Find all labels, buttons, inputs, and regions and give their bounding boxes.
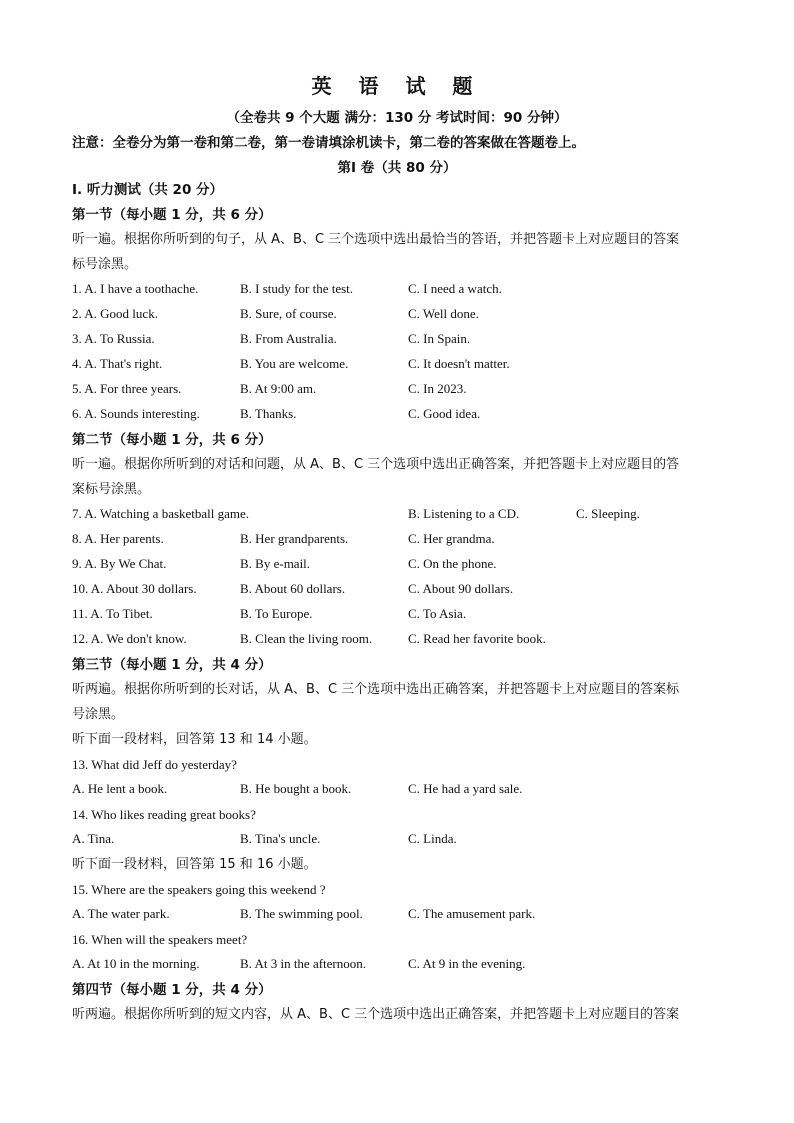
option-a: 4. A. That's right. xyxy=(72,356,163,371)
question-row xyxy=(72,556,752,574)
page-title: 英 语 试 题 xyxy=(311,74,483,98)
question-row xyxy=(72,281,752,299)
instruction-line: 案标号涂黑。 xyxy=(72,482,151,497)
subsection-heading-4: 第四节（每小题 1 分，共 4 分） xyxy=(72,982,272,998)
instruction-line: 标号涂黑。 xyxy=(72,257,138,272)
option-b: B. At 3 in the afternoon. xyxy=(240,956,367,971)
question-row xyxy=(72,606,752,624)
instruction-line: 听一遍。根据你所听到的句子，从 A、B、C 三个选项中选出最恰当的答语，并把答题卡上对应题目的答案 xyxy=(72,232,680,247)
question-row xyxy=(72,306,752,324)
option-a: A. Tina. xyxy=(72,831,115,846)
option-a: 2. A. Good luck. xyxy=(72,306,158,321)
option-a: 9. A. By We Chat. xyxy=(72,556,167,571)
option-c: C. It doesn't matter. xyxy=(408,356,510,371)
option-a: 12. A. We don't know. xyxy=(72,631,187,646)
option-b: B. About 60 dollars. xyxy=(240,581,346,596)
question-stem: 13. What did Jeff do yesterday? xyxy=(72,757,237,772)
instruction-line: 听一遍。根据你所听到的对话和问题，从 A、B、C 三个选项中选出正确答案，并把答题卡上对应题目的答 xyxy=(72,457,680,472)
question-row xyxy=(72,631,752,649)
question-stem: 15. Where are the speakers going this weekend ? xyxy=(72,882,326,897)
option-b: B. From Australia. xyxy=(240,331,337,346)
instruction-line: 听两遍。根据你所听到的短文内容，从 A、B、C 三个选项中选出正确答案，并把答题卡上对应题目的答案 xyxy=(72,1007,680,1022)
option-c: C. About 90 dollars. xyxy=(408,581,514,596)
option-c: C. In Spain. xyxy=(408,331,471,346)
option-b: B. At 9:00 am. xyxy=(240,381,317,396)
option-c: C. At 9 in the evening. xyxy=(408,956,526,971)
option-a: 7. A. Watching a basketball game. xyxy=(72,506,250,521)
option-a: A. He lent a book. xyxy=(72,781,168,796)
option-b: B. By e-mail. xyxy=(240,556,311,571)
question-row xyxy=(72,506,752,524)
option-a: A. The water park. xyxy=(72,906,170,921)
exam-notice: 注意：全卷分为第一卷和第二卷，第一卷请填涂机读卡，第二卷的答案做在答题卷上。 xyxy=(72,135,585,151)
option-b: B. I study for the test. xyxy=(240,281,354,296)
option-c: C. The amusement park. xyxy=(408,906,536,921)
option-a: 6. A. Sounds interesting. xyxy=(72,406,200,421)
option-a: 10. A. About 30 dollars. xyxy=(72,581,197,596)
section-heading-listening: I. 听力测试（共 20 分） xyxy=(72,182,224,198)
option-c: C. He had a yard sale. xyxy=(408,781,523,796)
option-a: 8. A. Her parents. xyxy=(72,531,164,546)
option-b: B. Clean the living room. xyxy=(240,631,373,646)
option-c: C. Her grandma. xyxy=(408,531,495,546)
option-a: 3. A. To Russia. xyxy=(72,331,155,346)
option-c: C. Well done. xyxy=(408,306,479,321)
option-c: C. I need a watch. xyxy=(408,281,502,296)
option-a: 5. A. For three years. xyxy=(72,381,182,396)
option-a: 1. A. I have a toothache. xyxy=(72,281,199,296)
option-c: C. Good idea. xyxy=(408,406,481,421)
part-title: 第Ⅰ 卷（共 80 分） xyxy=(337,160,457,176)
option-a: 11. A. To Tibet. xyxy=(72,606,153,621)
option-b: B. Sure, of course. xyxy=(240,306,337,321)
option-c: C. Sleeping. xyxy=(576,506,640,521)
option-c: C. Linda. xyxy=(408,831,457,846)
question-row xyxy=(72,531,752,549)
option-b: B. The swimming pool. xyxy=(240,906,363,921)
question-row xyxy=(72,331,752,349)
option-b: B. Thanks. xyxy=(240,406,297,421)
question-row xyxy=(72,906,752,924)
question-stem: 14. Who likes reading great books? xyxy=(72,807,256,822)
question-row xyxy=(72,381,752,399)
option-c: C. Read her favorite book. xyxy=(408,631,546,646)
option-c: C. To Asia. xyxy=(408,606,467,621)
material-lead: 听下面一段材料，回答第 15 和 16 小题。 xyxy=(72,857,317,872)
option-b: B. Tina's uncle. xyxy=(240,831,321,846)
option-b: B. Her grandparents. xyxy=(240,531,349,546)
option-c: C. In 2023. xyxy=(408,381,467,396)
instruction-line: 听两遍。根据你所听到的长对话，从 A、B、C 三个选项中选出正确答案，并把答题卡上对应题目的答案标 xyxy=(72,682,680,697)
option-b: B. Listening to a CD. xyxy=(408,506,520,521)
subsection-heading-2: 第二节（每小题 1 分，共 6 分） xyxy=(72,432,272,448)
question-row xyxy=(72,581,752,599)
option-b: B. He bought a book. xyxy=(240,781,352,796)
material-lead: 听下面一段材料，回答第 13 和 14 小题。 xyxy=(72,732,317,747)
instruction-line: 号涂黑。 xyxy=(72,707,125,722)
question-row xyxy=(72,356,752,374)
question-row xyxy=(72,956,752,974)
question-row xyxy=(72,781,752,799)
option-b: B. You are welcome. xyxy=(240,356,349,371)
subsection-heading-3: 第三节（每小题 1 分，共 4 分） xyxy=(72,657,272,673)
exam-subtitle: （全卷共 9 个大题 满分：130 分 考试时间：90 分钟） xyxy=(226,110,568,126)
question-row xyxy=(72,831,752,849)
subsection-heading-1: 第一节（每小题 1 分，共 6 分） xyxy=(72,207,272,223)
option-a: A. At 10 in the morning. xyxy=(72,956,200,971)
question-stem: 16. When will the speakers meet? xyxy=(72,932,248,947)
question-row xyxy=(72,406,752,424)
option-c: C. On the phone. xyxy=(408,556,497,571)
option-b: B. To Europe. xyxy=(240,606,313,621)
